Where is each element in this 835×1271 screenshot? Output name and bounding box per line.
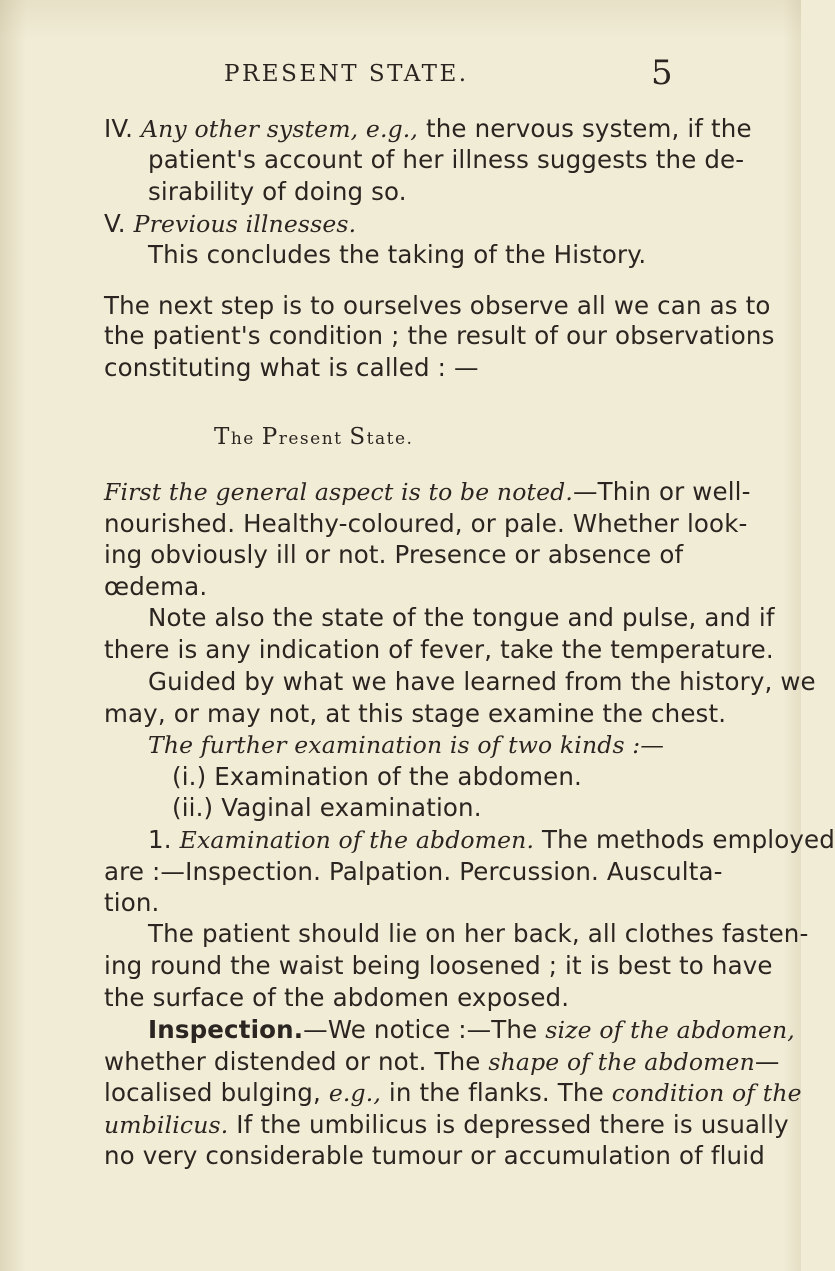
text-line: ing obviously ill or not. Presence or absence of [104, 540, 684, 569]
text-line: œdema. [104, 572, 208, 601]
italic-phrase: The further examination is of two kinds :— [148, 731, 664, 759]
text-line: (i.) Examination of the abdomen. [172, 762, 582, 791]
text-line: are :—Inspection. Palpation. Percussion. Ausculta- [104, 857, 723, 886]
italic-phrase: e.g., [328, 1079, 381, 1107]
italic-phrase: Previous illnesses. [133, 210, 357, 238]
running-head: PRESENT STATE. [224, 61, 469, 87]
text-line: nourished. Healthy-coloured, or pale. Whether look- [104, 509, 748, 538]
text-run: The methods employed [542, 825, 835, 854]
italic-phrase: shape of the abdomen [488, 1048, 755, 1076]
italic-phrase: condition of the [611, 1079, 802, 1107]
text-run: —Thin or well- [572, 477, 751, 506]
text-line [104, 1110, 789, 1139]
text-line: constituting what is called : — [104, 353, 479, 382]
text-run: the nervous system, if the [425, 114, 752, 143]
text-line: Guided by what we have learned from the history, we [148, 667, 816, 696]
roman-numeral: V. [104, 209, 126, 238]
text-run: in the flanks. The [388, 1078, 604, 1107]
text-line: patient's account of her illness suggests the de- [148, 145, 745, 174]
text-line: tion. [104, 888, 160, 917]
text-line [104, 114, 752, 143]
text-run: —We notice :—The [303, 1015, 538, 1044]
italic-phrase: Any other system, e.g., [141, 115, 419, 143]
text-line [148, 825, 835, 854]
text-run: localised bulging, [104, 1078, 321, 1107]
text-line: ing round the waist being loosened ; it is best to have [104, 951, 773, 980]
text-line: the surface of the abdomen exposed. [104, 983, 570, 1012]
italic-phrase: umbilicus. [104, 1111, 229, 1139]
text-line [104, 1078, 802, 1107]
page-number: 5 [651, 53, 673, 93]
bold-term: Inspection. [148, 1015, 304, 1044]
roman-numeral: IV. [104, 114, 134, 143]
text-line: there is any indication of fever, take the temperature. [104, 635, 774, 664]
text-line [104, 477, 751, 506]
text-line [148, 1015, 795, 1044]
text-line: the patient's condition ; the result of our observations [104, 321, 775, 350]
text-line: This concludes the taking of the History. [148, 240, 647, 269]
text-run: If the umbilicus is depressed there is usually [236, 1110, 789, 1139]
list-number: 1. [148, 825, 172, 854]
section-heading: The Present State. [214, 424, 414, 450]
italic-phrase: Examination of the abdomen. [179, 826, 535, 854]
text-line [148, 733, 664, 758]
text-run: — [754, 1047, 780, 1076]
italic-phrase: size of the abdomen, [545, 1016, 795, 1044]
text-line: The next step is to ourselves observe all we can as to [104, 291, 771, 320]
text-line: Note also the state of the tongue and pulse, and if [148, 603, 775, 632]
text-line: no very considerable tumour or accumulation of fluid [104, 1141, 765, 1170]
text-line [104, 209, 357, 238]
text-line: may, or may not, at this stage examine the chest. [104, 699, 727, 728]
text-line: The patient should lie on her back, all clothes fasten- [148, 919, 809, 948]
text-line [104, 1047, 780, 1076]
text-run: whether distended or not. The [104, 1047, 481, 1076]
italic-phrase: First the general aspect is to be noted. [104, 478, 573, 506]
text-line: (ii.) Vaginal examination. [172, 793, 482, 822]
text-line: sirability of doing so. [148, 177, 407, 206]
